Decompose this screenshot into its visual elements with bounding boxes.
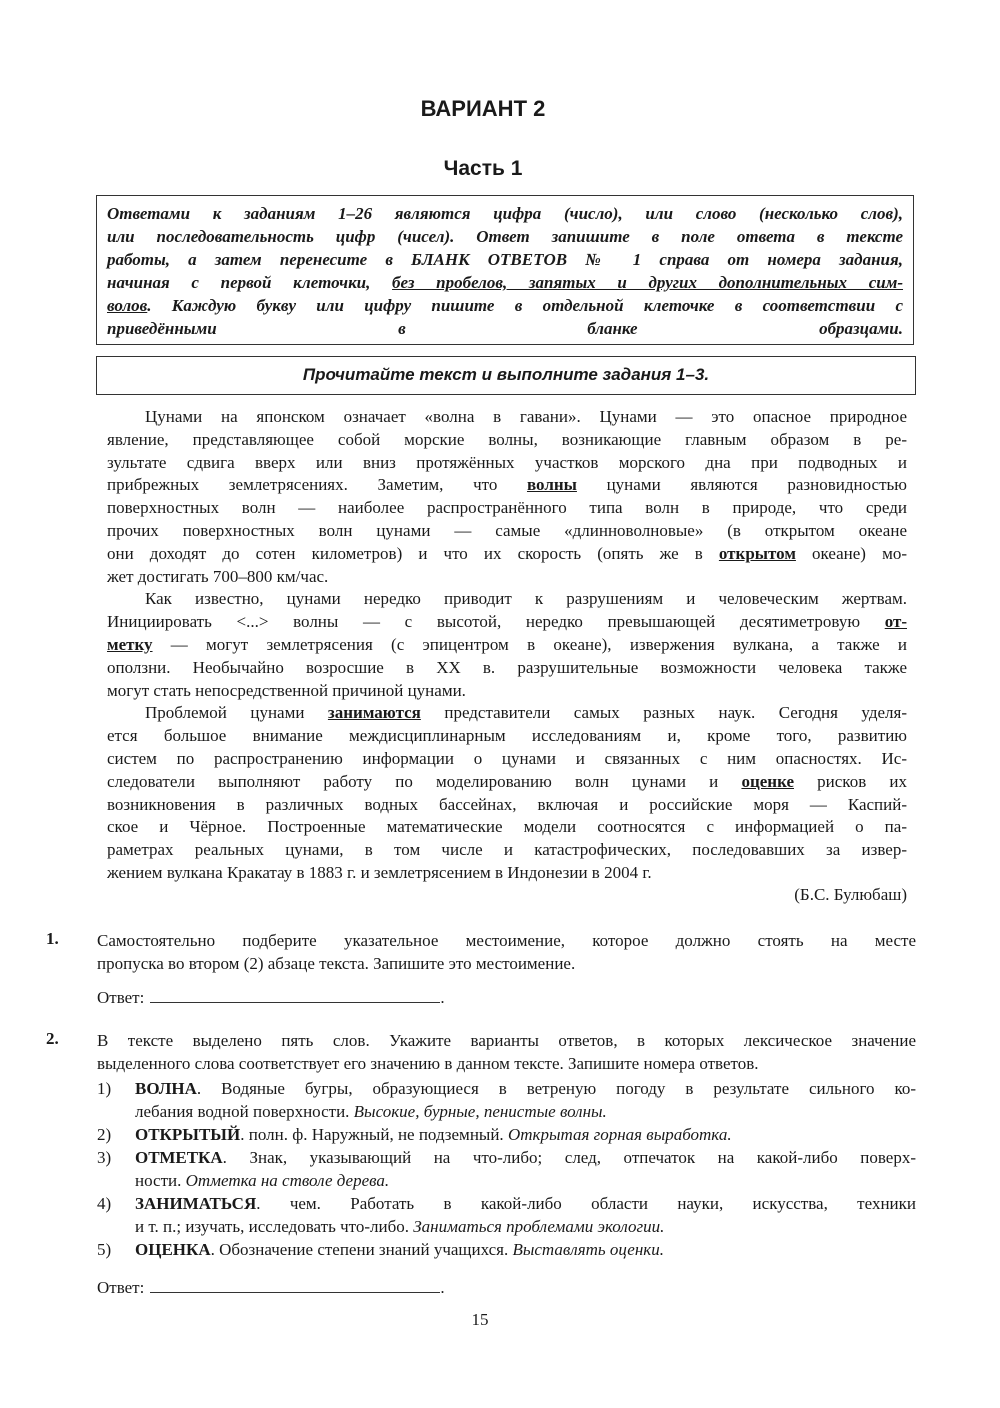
- text-segment: раметрах реальных цунами, в том числе и катастрофических, последовавших за извер-: [107, 840, 907, 860]
- text-segment: лебания водной поверхности.: [135, 1102, 354, 1121]
- text-segment: жет достигать 700–800 км/час.: [107, 566, 329, 586]
- passage: [107, 406, 907, 885]
- text-line: [107, 225, 903, 248]
- text-segment: ОТМЕТКА: [135, 1148, 223, 1167]
- text-segment: поверхностных волн — наиболее распространённого типа волн в природе, что среди: [107, 498, 907, 518]
- text-segment: волов: [107, 296, 148, 315]
- text-segment: или последовательность цифр (чисел). Ответ запишите в поле ответа в тексте: [107, 227, 903, 246]
- text-segment: пропуска во втором (2) абзаце текста. Запишите это местоимение.: [97, 954, 576, 973]
- option-5: [97, 1238, 916, 1261]
- text-segment: ЗАНИМАТЬСЯ: [135, 1194, 257, 1213]
- text-line: [107, 543, 907, 566]
- text-segment: Цунами на японском означает «волна в гавани». Цунами — это опасное природное: [145, 407, 907, 426]
- text-segment: начиная с первой клеточки,: [107, 273, 393, 292]
- question-2-number: 2.: [46, 1029, 59, 1048]
- answer-end: .: [440, 1278, 445, 1297]
- highlighted-word: открытом: [718, 543, 796, 563]
- text-segment: оползни. Необычайно возросшие в XX в. разрушительные возможности человека также: [107, 657, 907, 677]
- text-line: [107, 794, 907, 817]
- text-segment: прочих поверхностных волн цунами — самые «длинноволновые» (в открытом океане: [107, 520, 907, 540]
- answer-end: .: [440, 988, 445, 1007]
- text-segment: выделенного слова соответствует его значению в данном тексте. Запишите номера ответов.: [97, 1054, 759, 1073]
- text-segment: цунами являются разновидностью: [576, 475, 907, 495]
- option-number: 4): [97, 1194, 112, 1213]
- text-line: [107, 634, 907, 657]
- variant-title: ВАРИАНТ 2: [420, 96, 546, 121]
- part-title: Часть 1: [443, 157, 523, 180]
- question-1-answer: [97, 986, 445, 1008]
- text-line: [107, 680, 907, 703]
- text-segment: жением вулкана Кракатау в 1883 г. и землетрясением в Индонезии в 2004 г.: [107, 862, 652, 882]
- text-segment: возникновения в различных водных бассейнах, включая и российские моря — Каспий-: [107, 794, 907, 814]
- text-line: [107, 271, 903, 294]
- passage-author: (Б.С. Булюбаш): [794, 885, 907, 904]
- text-line: [107, 497, 907, 520]
- option-4: [97, 1192, 916, 1238]
- text-line: [97, 1052, 916, 1075]
- text-segment: . Водяные бугры, образующиеся в ветреную погоду в результате сильного ко-: [196, 1079, 916, 1098]
- option-number: 3): [97, 1148, 112, 1167]
- text-line: [97, 1029, 916, 1052]
- text-line: [107, 406, 907, 429]
- text-segment: явление, представляющее собой морские волны, возникающие главным образом в ре-: [107, 429, 907, 449]
- text-line: [107, 748, 907, 771]
- text-segment: рисков их: [794, 771, 907, 791]
- option-1: [97, 1077, 916, 1123]
- instructions-text: [107, 202, 903, 340]
- text-line: [135, 1146, 916, 1169]
- text-segment: ется большое внимание междисциплинарным исследованиям и, кроме того, развитию: [107, 726, 907, 746]
- paragraph-3: [107, 702, 907, 884]
- highlighted-word: волны: [526, 475, 577, 495]
- text-segment: Самостоятельно подберите указательное местоимение, которое должно стоять на месте: [97, 931, 916, 950]
- text-segment: и т. п.; изучать, исследовать что-либо.: [135, 1217, 414, 1236]
- text-line: [135, 1215, 916, 1238]
- text-line: [107, 771, 907, 794]
- text-segment: приведёнными в бланке образцами.: [107, 319, 903, 338]
- text-line: [135, 1123, 916, 1146]
- text-line: [135, 1169, 916, 1192]
- option-text: [135, 1077, 916, 1123]
- text-segment: . Обозначение степени знаний учащихся.: [210, 1240, 513, 1259]
- text-line: [107, 294, 903, 317]
- text-segment: могут стать непосредственной причиной цунами.: [107, 680, 466, 700]
- text-segment: — могут землетрясения (с эпицентром в океане), извержения вулкана, а также и: [152, 634, 907, 654]
- page-number: 15: [471, 1310, 489, 1329]
- text-line: [107, 452, 907, 475]
- text-segment: Отметка на стволе дерева.: [185, 1171, 390, 1190]
- text-line: [107, 474, 907, 497]
- option-text: [135, 1146, 916, 1192]
- highlighted-word: занимаются: [327, 703, 421, 723]
- answer-label: Ответ:: [97, 1278, 145, 1297]
- text-line: [107, 725, 907, 748]
- text-line: [107, 839, 907, 862]
- option-text: [135, 1238, 916, 1261]
- paragraph-2: [107, 588, 907, 702]
- text-line: [135, 1192, 916, 1215]
- answer-field[interactable]: [150, 986, 440, 1003]
- text-segment: . Каждую букву или цифру пишите в отдельной клеточке в соответствии с: [147, 296, 903, 315]
- text-line: [107, 588, 907, 611]
- text-line: [107, 611, 907, 634]
- text-segment: Инициировать <...> волны — с высотой, нередко превышающей десятиметровую: [107, 612, 885, 632]
- text-segment: следователи выполняют работу по моделированию волн цунами и: [107, 771, 742, 791]
- text-line: [97, 929, 916, 952]
- text-line: [107, 816, 907, 839]
- text-segment: зультате сдвига вверх или вниз протяжённых участков морского дна при подводных и: [107, 452, 907, 472]
- text-line: [107, 248, 903, 271]
- text-segment: В тексте выделено пять слов. Укажите варианты ответов, в которых лексическое значение: [97, 1031, 916, 1050]
- text-line: [107, 566, 907, 589]
- text-line: [107, 429, 907, 452]
- text-segment: систем по распространению информации о цунами и связанных с ним опасностях. Ис-: [107, 748, 907, 768]
- answer-label: Ответ:: [97, 988, 145, 1007]
- text-segment: ОЦЕНКА: [135, 1240, 211, 1259]
- text-segment: Проблемой цунами: [145, 703, 328, 723]
- text-segment: ское и Чёрное. Построенные математические модели соотносятся с информацией о па-: [107, 817, 907, 837]
- text-segment: . чем. Работать в какой-либо области науки, искусства, техники: [256, 1194, 916, 1213]
- text-line: [107, 202, 903, 225]
- text-segment: . Знак, указывающий на что-либо; след, отпечаток на какой-либо поверх-: [222, 1148, 916, 1167]
- highlighted-word: оценке: [741, 771, 794, 791]
- text-segment: океане) мо-: [795, 543, 907, 563]
- highlighted-word: метку: [107, 634, 153, 654]
- text-line: [107, 520, 907, 543]
- option-number: 5): [97, 1240, 112, 1259]
- text-segment: Как известно, цунами нередко приводит к разрушениям и человеческим жертвам.: [145, 589, 907, 609]
- text-line: [107, 862, 907, 885]
- text-segment: Открытая горная выработка.: [507, 1125, 732, 1144]
- text-segment: . полн. ф. Наружный, не подземный.: [240, 1125, 508, 1144]
- text-segment: ВОЛНА: [135, 1079, 197, 1098]
- option-text: [135, 1192, 916, 1238]
- text-segment: прибрежных землетрясениях. Заметим, что: [107, 475, 527, 495]
- answer-field[interactable]: [150, 1276, 440, 1293]
- question-1-number: 1.: [46, 929, 59, 948]
- option-number: 2): [97, 1125, 112, 1144]
- option-number: 1): [97, 1079, 112, 1098]
- text-segment: Высокие, бурные, пенистые волны.: [353, 1102, 607, 1121]
- question-2-options: [97, 1077, 916, 1261]
- text-line: [107, 702, 907, 725]
- text-segment: работы, а затем перенесите в БЛАНК ОТВЕТОВ № 1 справа от номера задания,: [107, 250, 903, 269]
- text-line: [97, 952, 916, 975]
- paragraph-1: [107, 406, 907, 588]
- option-2: [97, 1123, 916, 1146]
- task-header: Прочитайте текст и выполните задания 1–3.: [302, 365, 710, 384]
- text-line: [135, 1238, 916, 1261]
- option-text: [135, 1123, 916, 1146]
- text-line: [107, 657, 907, 680]
- text-segment: ОТКРЫТЫЙ: [135, 1125, 241, 1144]
- text-line: [135, 1077, 916, 1100]
- highlighted-word: от-: [884, 612, 907, 632]
- question-2-answer: [97, 1276, 445, 1298]
- option-3: [97, 1146, 916, 1192]
- question-2-text: [97, 1029, 916, 1075]
- text-segment: они доходят до сотен километров) и что их скорость (опять же в: [107, 543, 719, 563]
- task-header-box: [96, 356, 916, 395]
- text-segment: представители самых разных наук. Сегодня уделя-: [420, 703, 907, 723]
- text-segment: ности.: [135, 1171, 186, 1190]
- text-line: [135, 1100, 916, 1123]
- text-segment: Выставлять оценки.: [512, 1240, 664, 1259]
- question-1-text: [97, 929, 916, 975]
- text-segment: Ответами к заданиям 1–26 являются цифра (число), или слово (несколько слов),: [107, 204, 903, 223]
- instructions-box: [96, 195, 914, 345]
- text-segment: Заниматься проблемами экологии.: [413, 1217, 665, 1236]
- text-line: [107, 317, 903, 340]
- text-segment: без пробелов, запятых и других дополнительных сим-: [392, 273, 904, 292]
